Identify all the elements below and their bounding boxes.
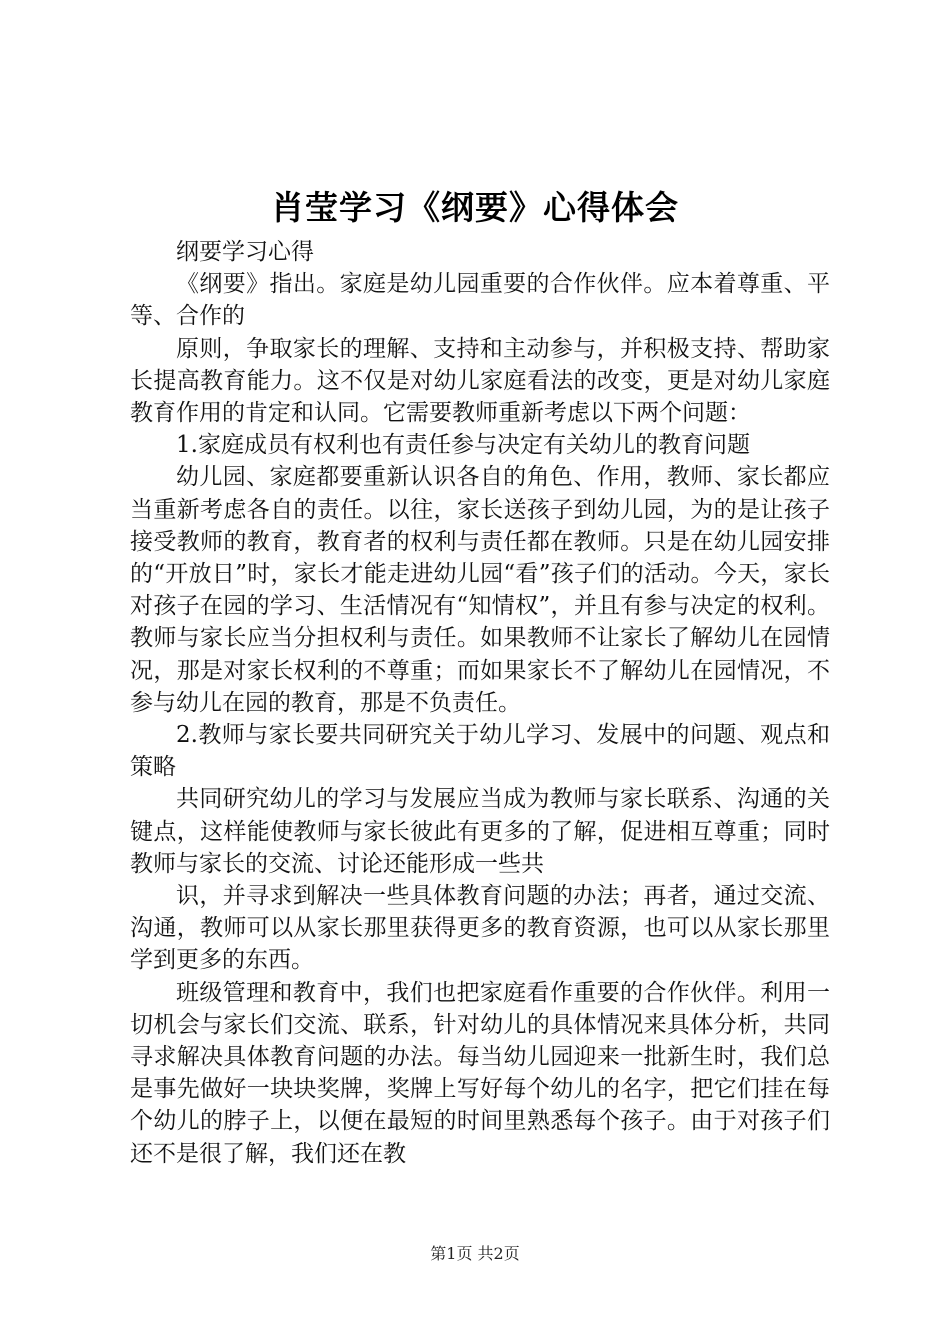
- paragraph: 1.家庭成员有权利也有责任参与决定有关幼儿的教育问题: [176, 432, 750, 459]
- paragraph: 纲要学习心得: [176, 239, 314, 265]
- paragraph: 2.教师与家长要共同研究关于幼儿学习、发展中的问题、观点和策略: [130, 722, 830, 781]
- paragraph: 《纲要》指出。家庭是幼儿园重要的合作伙伴。应本着尊重、平等、合作的: [130, 271, 830, 330]
- document-title: 肖莹学习《纲要》心得体会: [271, 188, 679, 227]
- paragraph: 班级管理和教育中，我们也把家庭看作重要的合作伙伴。利用一切机会与家长们交流、联系，针对幼儿的具体情况来具体分析，共同寻求解决具体教育问题的办法。每当幼儿园迎来一批新生时，我们总是事先做好一块块奖牌，奖牌上写好每个幼儿的名字，把它们挂在每个幼儿的脖子上，以便在最短的时间里熟悉每个孩子。由于对孩子们还不是很了解，我们还在教: [130, 979, 830, 1167]
- paragraph: 原则，争取家长的理解、支持和主动参与，并积极支持、帮助家长提高教育能力。这不仅是对幼儿家庭看法的改变，更是对幼儿家庭教育作用的肯定和认同。它需要教师重新考虑以下两个问题：: [130, 335, 830, 427]
- paragraph: 共同研究幼儿的学习与发展应当成为教师与家长联系、沟通的关键点，这样能使教师与家长彼此有更多的了解，促进相互尊重；同时教师与家长的交流、讨论还能形成一些共: [130, 786, 830, 877]
- page-footer: 第1页 共2页: [430, 1244, 520, 1263]
- paragraph: 幼儿园、家庭都要重新认识各自的角色、作用，教师、家长都应当重新考虑各自的责任。以往，家长送孩子到幼儿园，为的是让孩子接受教师的教育，教育者的权利与责任都在教师。只是在幼儿园安排的“开放日”时，家长才能走进幼儿园“看”孩子们的活动。今天，家长对孩子在园的学习、生活情况有“知情权”，并且有参与决定的权利。教师与家长应当分担权利与责任。如果教师不让家长了解幼儿在园情况，那是对家长权利的不尊重；而如果家长不了解幼儿在园情况，不参与幼儿在园的教育，那是不负责任。: [130, 464, 830, 716]
- document-body: [130, 236, 830, 1170]
- paragraph: 识，并寻求到解决一些具体教育问题的办法；再者，通过交流、沟通，教师可以从家长那里获得更多的教育资源，也可以从家长那里学到更多的东西。: [130, 883, 830, 974]
